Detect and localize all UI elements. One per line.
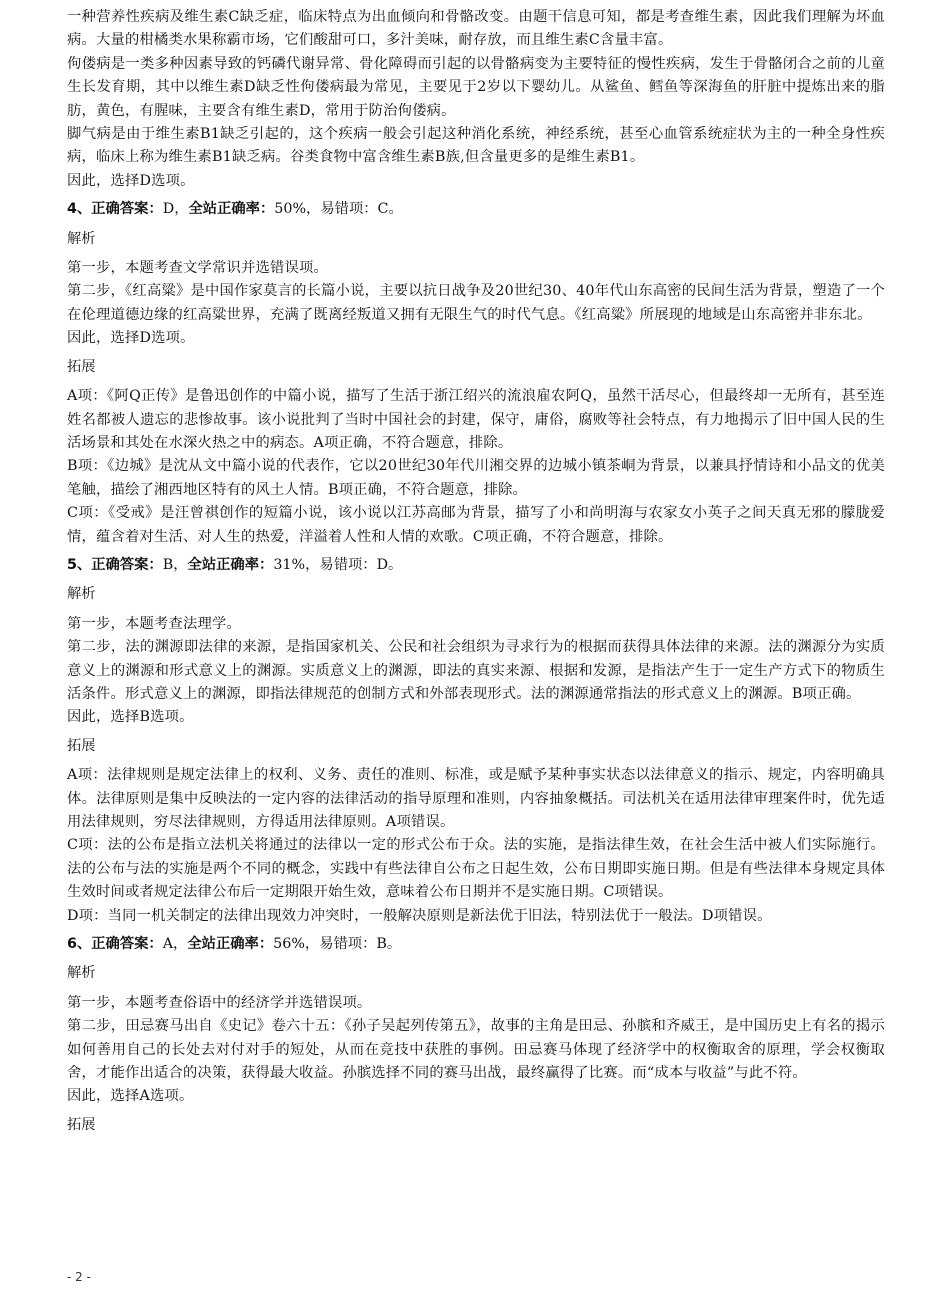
paragraph: 第二步，《红高粱》是中国作家莫言的长篇小说，主要以抗日战争及20世纪30、40年代山东高密的民间生活为背景，塑造了一个在伦理道德边缘的红高粱世界，充满了既离经叛道又拥有无限生气的时代气息。《红高粱》所展现的地域是山东高密并非东北。 [67,283,885,323]
page-number: - 2 - [67,1270,91,1284]
paragraph: 脚气病是由于维生素B1缺乏引起的，这个疾病一般会引起这种消化系统，神经系统，甚至心血管系统症状为主的一种全身性疾病，临床上称为维生素B1缺乏病。谷类食物中富含维生素B族,但含量更多的是维生素B1。 [67,126,885,166]
paragraph: 因此，选择B选项。 [67,709,194,726]
rate-label: 全站正确率： [187,936,274,953]
answer-value: B， [162,556,188,573]
question-4 [67,198,885,549]
paragraph: 第一步，本题考查法理学。 [67,615,241,632]
rate-value: 31%，易错项：D。 [273,556,403,573]
paragraph: 第一步，本题考查俗语中的经济学并选错误项。 [67,994,372,1011]
answer-value: A， [162,936,188,953]
paragraph: 第一步，本题考查文学常识并选错误项。 [67,260,328,277]
question-6 [67,933,885,1137]
rate-value: 50%，易错项：C。 [274,201,403,218]
answer-label: 5、正确答案： [67,556,163,573]
paragraph: C项：法的公布是指立法机关将通过的法律以一定的形式公布于众。法的实施，是指法律生效，在社会生活中被人们实际施行。法的公布与法的实施是两个不同的概念，实践中有些法律自公布之日起生效，公布日期即实施日期。但是有些法律本身规定具体生效时间或者规定法律公布后一定期限开始生效，意味着公布日期并不是实施日期。C项错误。 [67,837,885,901]
paragraph: 一种营养性疾病及维生素C缺乏症，临床特点为出血倾向和骨骼改变。由题干信息可知，都是考查维生素，因此我们理解为坏血病。大量的柑橘类水果称霸市场，它们酸甜可口，多汁美味，耐存放，而且维生素C含量丰富。 [67,9,885,49]
jiexi-heading: 解析 [67,230,96,247]
paragraph: A项：法律规则是规定法律上的权利、义务、责任的准则、标准，或是赋予某种事实状态以法律意义的指示、规定，内容明确具体。法律原则是集中反映法的一定内容的法律活动的指导原理和准则，内容抽象概括。司法机关在适用法律审理案件时，优先适用法律规则，穷尽法律规则，方得适用法律原则。A项错误。 [67,767,885,830]
paragraph: 因此，选择D选项。 [67,330,195,347]
answer-label: 6、正确答案： [67,936,163,953]
answer-line [67,933,885,956]
rate-label: 全站正确率： [187,556,274,573]
paragraph: 第二步，田忌赛马出自《史记》卷六十五：《孙子吴起列传第五》，故事的主角是田忌、孙膑和齐威王，是中国历史上有名的揭示如何善用自己的长处去对付对手的短处，从而在竞技中获胜的事例。田忌赛马体现了经济学中的权衡取舍的原理，学会权衡取舍，才能作出适合的决策，获得最大收益。孙膑选择不同的赛马出战，最终赢得了比赛。而“成本与收益”与此不符。 [67,1018,885,1082]
paragraph: 因此，选择D选项。 [67,172,195,189]
paragraph: 因此，选择A选项。 [67,1088,194,1105]
document-content [67,6,885,1143]
paragraph: D项：当同一机关制定的法律出现效力冲突时，一般解决原则是新法优于旧法，特别法优于一般法。D项错误。 [67,907,772,924]
answer-line [67,554,885,577]
question-5 [67,554,885,928]
paragraph: A项：《阿Q正传》是鲁迅创作的中篇小说，描写了生活于浙江绍兴的流浪雇农阿Q，虽然干活尽心，但最终却一无所有，甚至连姓名都被人遗忘的悲惨故事。该小说批判了当时中国社会的封建，保守，庸俗，腐败等社会特点，有力地揭示了旧中国人民的生活场景和其处在水深火热之中的病态。A项正确，不符合题意，排除。 [67,388,885,451]
rate-label: 全站正确率： [188,201,275,218]
tuozhan-heading: 拓展 [67,737,96,754]
answer-value: D， [162,201,189,218]
paragraph: C项：《受戒》是汪曾祺创作的短篇小说，该小说以江苏高邮为背景，描写了小和尚明海与农家女小英子之间天真无邪的朦胧爱情，蕴含着对生活、对人生的热爱，洋溢着人性和人情的欢歌。C项正确，不符合题意，排除。 [67,505,885,545]
paragraph: 佝偻病是一类多种因素导致的钙磷代谢异常、骨化障碍而引起的以骨骼病变为主要特征的慢性疾病，发生于骨骼闭合之前的儿童生长发育期，其中以维生素D缺乏性佝偻病最为常见，主要见于2岁以下婴幼儿。从鲨鱼、鳕鱼等深海鱼的肝脏中提炼出来的脂肪，黄色，有腥味，主要含有维生素D，常用于防治佝偻病。 [67,55,885,119]
paragraph: B项：《边城》是沈从文中篇小说的代表作，它以20世纪30年代川湘交界的边城小镇茶峒为背景，以兼具抒情诗和小品文的优美笔触，描绘了湘西地区特有的风土人情。B项正确，不符合题意，排除。 [67,458,885,498]
tuozhan-heading: 拓展 [67,358,96,375]
tuozhan-heading: 拓展 [67,1116,96,1133]
paragraph: 第二步，法的渊源即法律的来源，是指国家机关、公民和社会组织为寻求行为的根据而获得具体法律的来源。法的渊源分为实质意义上的渊源和形式意义上的渊源。实质意义上的渊源，即法的真实来源、根据和发源，是指法产生于一定生产方式下的物质生活条件。形式意义上的渊源，即指法律规范的创制方式和外部表现形式。法的渊源通常指法的形式意义上的渊源。B项正确。 [67,639,885,702]
jiexi-heading: 解析 [67,965,96,982]
rate-value: 56%，易错项：B。 [273,936,402,953]
continued-explanation [67,6,885,193]
answer-label: 4、正确答案： [67,201,163,218]
jiexi-heading: 解析 [67,586,96,603]
answer-line [67,198,885,221]
